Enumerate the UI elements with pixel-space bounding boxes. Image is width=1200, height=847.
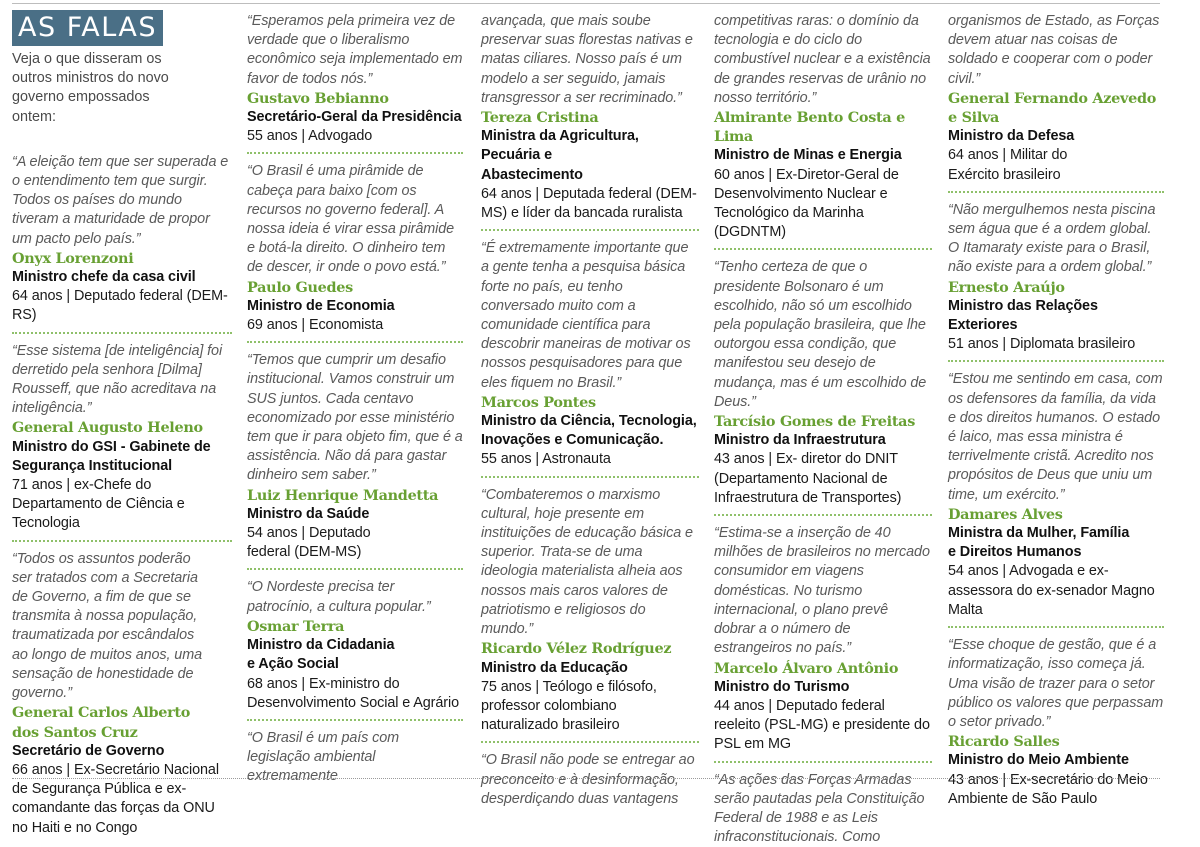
separator xyxy=(714,761,932,763)
separator xyxy=(12,540,232,542)
minister-info: 55 anos | Astronauta xyxy=(481,451,611,468)
minister-role: Ministro da Defesa xyxy=(948,128,1075,145)
minister-name: Marcelo Álvaro Antônio xyxy=(714,659,899,677)
minister-role: Ministra da Agricultura, Pecuária e Abastecimento xyxy=(481,128,639,183)
quote: “Estou me sentindo em casa, com os defensores da família, da vida e dos direitos humanos. O estado é laico, mas essa ministra é terrivelmente cristã. Acredito nos propósitos de Deus que uniu um time, um exército.” xyxy=(948,371,1163,503)
quote: “Não mergulhemos nesta piscina sem água que é a ordem global. O Itamaraty existe para o Brasil, não existe para a ordem global.” xyxy=(948,201,1156,276)
separator xyxy=(948,360,1164,362)
minister-name: Marcos Pontes xyxy=(481,393,596,411)
minister-role: Ministro da Saúde xyxy=(247,505,370,522)
minister-role: Ministro da Ciência, Tecnologia, Inovações e Comunicação. xyxy=(481,413,697,449)
column-3 xyxy=(481,0,699,809)
minister-info: 55 anos | Advogado xyxy=(247,128,373,145)
quote: “O Brasil é uma pirâmide de cabeça para baixo [com os recursos no governo federal]. A nossa ideia é virar essa pirâmide e botá-la direito. O dinheiro tem de descer, ir onde o povo está.” xyxy=(247,163,455,276)
minister-role: Ministro do GSI - Gabinete de Segurança Institucional xyxy=(12,438,211,474)
quote: “Tenho certeza de que o presidente Bolsonaro é um escolhido, não só um escolhido pela população brasileira, que lhe outorgou essa condição, que manifestou seu desejo de mudança, mas é um escolhido de Deus.” xyxy=(714,259,927,410)
separator xyxy=(481,229,699,231)
separator xyxy=(948,626,1164,628)
minister-name: Ernesto Araújo xyxy=(948,278,1065,296)
minister-name: Damares Alves xyxy=(948,505,1063,523)
minister-name: Ricardo Salles xyxy=(948,733,1060,751)
column-2 xyxy=(247,0,463,787)
minister-role: Ministro da Infraestrutura xyxy=(714,432,886,449)
minister-name: Onyx Lorenzoni xyxy=(12,249,134,267)
minister-role: Secretário-Geral da Presidência xyxy=(247,109,462,126)
column-5 xyxy=(948,0,1164,809)
minister-name: Almirante Bento Costa e Lima xyxy=(714,109,905,146)
separator xyxy=(948,191,1164,193)
separator xyxy=(247,152,463,154)
quote: “É extremamente importante que a gente tenha a pesquisa básica forte no país, eu tenho conversado muito com a comunidade científica para descobrir maneiras de motivar os nossos pesquisadores para que eles fiquem no Brasil.” xyxy=(481,240,691,391)
minister-name: Gustavo Bebianno xyxy=(247,89,389,107)
minister-role: Ministro da Cidadania e Ação Social xyxy=(247,637,395,673)
separator xyxy=(481,741,699,743)
minister-name: Paulo Guedes xyxy=(247,278,353,296)
minister-info: 43 anos | Ex-secretário do Meio Ambiente de São Paulo xyxy=(948,771,1148,807)
minister-info: 64 anos | Deputada federal (DEM-MS) e líder da bancada ruralista xyxy=(481,185,697,222)
separator xyxy=(12,332,232,334)
minister-info: 54 anos | Deputado federal (DEM-MS) xyxy=(247,525,371,561)
quote: “As ações das Forças Armadas serão pautadas pela Constituição Federal de 1988 e as Leis infraconstitucionais. Como xyxy=(714,771,925,846)
quote: “Estima-se a inserção de 40 milhões de brasileiros no mercado consumidor em viagens domésticas. No turismo internacional, o plano prevê dobrar a o número de estrangeiros no país.” xyxy=(714,525,930,657)
quote: “O Brasil não pode se entregar ao preconceito e à desinformação, desperdiçando duas vantagens xyxy=(481,752,695,807)
minister-info: 68 anos | Ex-ministro do Desenvolvimento Social e Agrário xyxy=(247,675,459,711)
minister-name: General Fernando Azevedo e Silva xyxy=(948,89,1157,127)
minister-info: 44 anos | Deputado federal reeleito (PSL-MG) e presidente do PSL em MG xyxy=(714,697,930,753)
quote: “Combateremos o marxismo cultural, hoje presente em instituições de educação básica e superior. Trata-se de uma ideologia materialista alheia aos nossos mais caros valores de patriotismo e religiosos do mundo.” xyxy=(481,486,693,638)
quote: avançada, que mais soube preservar suas florestas nativas e matas ciliares. Nosso país é um modelo a ser seguido, jamais transgressor a ser recriminado.” xyxy=(481,13,693,106)
minister-info: 60 anos | Ex-Diretor-Geral de Desenvolvimento Nuclear e Tecnológico da Marinha (DGDNTM) xyxy=(714,166,899,241)
minister-info: 54 anos | Advogada e ex-assessora do ex-senador Magno Malta xyxy=(948,563,1155,618)
separator xyxy=(481,476,699,478)
minister-info: 69 anos | Economista xyxy=(247,317,384,334)
quote: “Temos que cumprir um desafio institucional. Vamos construir um SUS juntos. Cada centavo economizado por esse ministério tem que ir para objeto fim, que é a assistência. Não dá para gastar dinheiro sem saber.” xyxy=(247,352,463,484)
separator xyxy=(247,341,463,343)
minister-role: Secretário de Governo xyxy=(12,742,165,759)
bottom-rule xyxy=(12,778,1160,779)
minister-info: 64 anos | Militar do Exército brasileiro xyxy=(948,147,1068,183)
minister-name: General Augusto Heleno xyxy=(12,419,203,437)
minister-role: Ministro do Meio Ambiente xyxy=(948,752,1129,769)
minister-role: Ministro das Relações Exteriores xyxy=(948,297,1098,334)
quote: “A eleição tem que ser superada e o entendimento tem que surgir. Todos os países do mundo tiveram a maturidade de propor um pacto pelo país.” xyxy=(12,153,229,247)
column-4 xyxy=(714,0,932,847)
minister-info: 64 anos | Deputado federal (DEM-RS) xyxy=(12,288,228,324)
minister-info: 75 anos | Teólogo e filósofo, professor colombiano naturalizado brasileiro xyxy=(481,678,657,734)
quote: organismos de Estado, as Forças devem atuar nas coisas de soldado e cooperar com o poder civil.” xyxy=(948,13,1160,87)
minister-name: Osmar Terra xyxy=(247,617,345,635)
intro-text: Veja o que disseram os outros ministros do novo governo empossados ontem: xyxy=(12,51,169,125)
minister-role: Ministro da Educação xyxy=(481,659,628,676)
minister-name: Tarcísio Gomes de Freitas xyxy=(714,413,915,431)
quote: “Esperamos pela primeira vez de verdade que o liberalismo econômico seja implementado em favor de todos nós.” xyxy=(247,13,463,87)
minister-info: 51 anos | Diplomata brasileiro xyxy=(948,336,1136,353)
separator xyxy=(714,248,932,250)
quote: “Esse sistema [de inteligência] foi derretido pela senhora [Dilma] Rousseff, que não acreditava na inteligência.” xyxy=(12,342,223,417)
minister-name: Luiz Henrique Mandetta xyxy=(247,486,439,504)
quote: “Esse choque de gestão, que é a informatização, isso começa já. Uma visão de trazer para o setor público os valores que perpassam o setor privado.” xyxy=(948,637,1164,730)
separator xyxy=(714,514,932,516)
quote: “Todos os assuntos poderão ser tratados com a Secretaria de Governo, a fim de que se transmita à nossa população, traumatizada por escândalos ao longo de muitos anos, uma sensação de honestidade de governo.” xyxy=(12,550,202,702)
separator xyxy=(247,719,463,721)
minister-info: 43 anos | Ex- diretor do DNIT (Departamento Nacional de Infraestrutura de Transportes) xyxy=(714,451,902,506)
minister-role: Ministro de Economia xyxy=(247,297,395,314)
minister-role: Ministra da Mulher, Família e Direitos Humanos xyxy=(948,525,1130,561)
quote: “O Nordeste precisa ter patrocínio, a cultura popular.” xyxy=(247,579,431,615)
quote: competitivas raras: o domínio da tecnologia e do ciclo do combustível nuclear e a existência de grandes reservas de urânio no nosso território.” xyxy=(714,13,931,106)
minister-name: Ricardo Vélez Rodríguez xyxy=(481,640,672,658)
minister-role: Ministro do Turismo xyxy=(714,678,850,695)
minister-role: Ministro chefe da casa civil xyxy=(12,269,196,286)
minister-role: Ministro de Minas e Energia xyxy=(714,147,902,164)
minister-name: Tereza Cristina xyxy=(481,109,599,127)
minister-info: 71 anos | ex-Chefe do Departamento de Ciência e Tecnologia xyxy=(12,477,185,532)
column-1 xyxy=(12,0,232,838)
separator xyxy=(247,568,463,570)
quote: “O Brasil é um país com legislação ambiental extremamente xyxy=(247,729,400,785)
minister-name: General Carlos Alberto dos Santos Cruz xyxy=(12,704,191,741)
section-title: AS FALAS xyxy=(12,10,163,46)
minister-info: 66 anos | Ex-Secretário Nacional de Segurança Pública e ex-comandante das forças da ONU no Haiti e no Congo xyxy=(12,761,219,836)
